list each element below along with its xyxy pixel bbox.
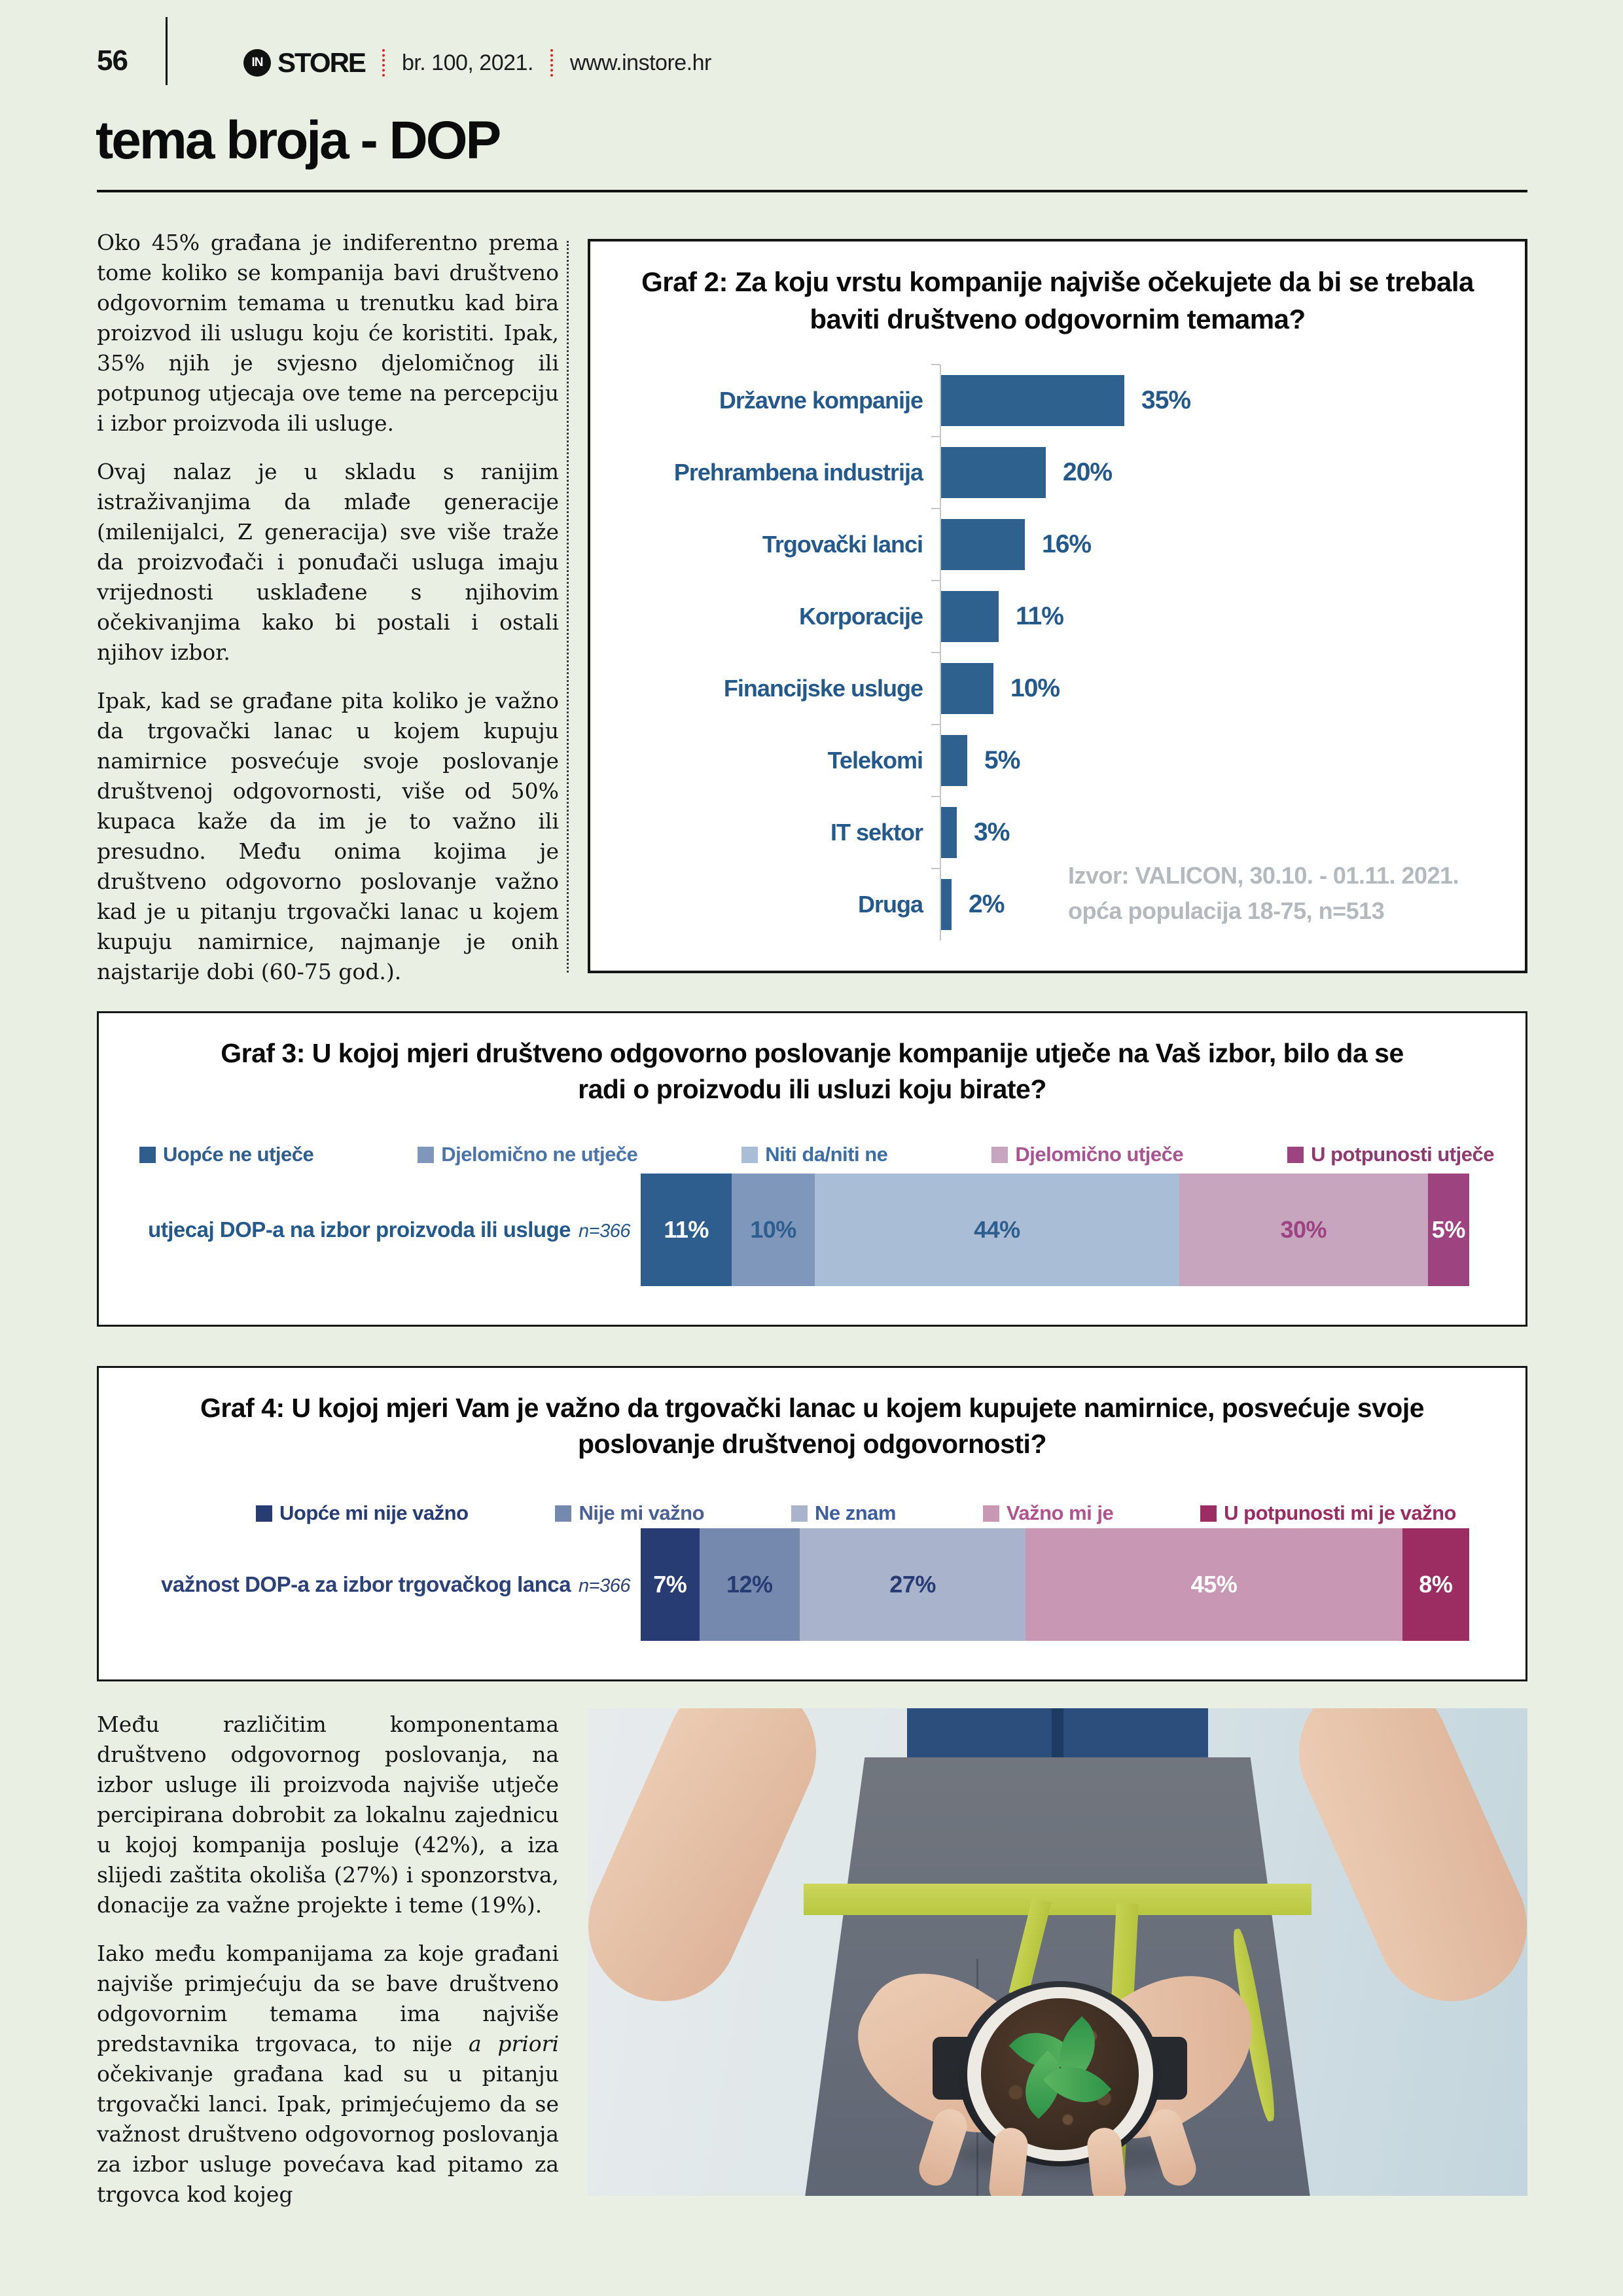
bar-value-label: 10% [1010, 674, 1060, 702]
legend-swatch [1200, 1505, 1217, 1522]
section-title: tema broja - DOP [96, 111, 500, 170]
segment-value-label: 44% [974, 1216, 1020, 1243]
legend-label: Djelomično utječe [1015, 1143, 1184, 1166]
bar-zone [940, 365, 1499, 437]
row-sample-size: n=366 [579, 1221, 630, 1242]
bar-zone [940, 509, 1499, 581]
legend-label: Niti da/niti ne [765, 1143, 888, 1166]
chart-graf3-row [116, 1174, 1469, 1286]
bar-row [627, 437, 1499, 509]
article-column-bottom [97, 1710, 559, 2272]
bar-segment [1026, 1528, 1402, 1641]
bar-segment [815, 1174, 1179, 1286]
chart-graf4-legend [256, 1501, 1456, 1525]
bar [941, 879, 952, 930]
bar [941, 591, 999, 642]
issue-label: br. 100, 2021. [401, 50, 533, 75]
legend-swatch [1287, 1147, 1304, 1163]
bar-category-label: Državne kompanije [719, 387, 923, 414]
legend-swatch [983, 1505, 999, 1522]
paragraph-italic-text: a priori [468, 2031, 559, 2056]
chart-source-line2: opća populacija 18-75, n=513 [1068, 897, 1385, 924]
chart-source [1068, 858, 1500, 929]
segment-value-label: 10% [750, 1216, 796, 1243]
legend-swatch [741, 1147, 758, 1163]
bar-segment [732, 1174, 815, 1286]
photo-hands-holding-seedling-pot [588, 1708, 1527, 2196]
bar-value-label: 3% [974, 818, 1010, 846]
legend-swatch [555, 1505, 571, 1522]
bar-segment [641, 1528, 700, 1641]
bar-value-label: 5% [984, 746, 1020, 774]
bar [941, 807, 957, 858]
legend-item [418, 1143, 637, 1166]
row-label-text: važnost DOP-a za izbor trgovačkog lanca [161, 1572, 571, 1596]
legend-swatch [139, 1147, 156, 1163]
segment-value-label: 7% [653, 1571, 687, 1598]
bar-value-label: 35% [1141, 386, 1191, 414]
segment-value-label: 30% [1280, 1216, 1327, 1243]
paragraph: Ovaj nalaz je u skladu s ranijim istraživanjima da mlađe generacije (milenijalci, Z generacija) sve više traže da proizvođači i ponuđači usluga imaju vrijednosti usklađene s njihovim očekivanjima kako bi postali i ostali njihov izbor. [97, 459, 559, 665]
legend-label: Uopće ne utječe [163, 1143, 314, 1166]
title-rule [97, 190, 1527, 192]
bar-row [627, 365, 1499, 437]
bar-category-label: Telekomi [827, 747, 923, 774]
segment-value-label: 8% [1419, 1571, 1453, 1598]
legend-swatch [791, 1505, 808, 1522]
bar-category-label: Prehrambena industrija [673, 459, 923, 486]
bar [941, 735, 967, 786]
row-label [116, 1572, 641, 1597]
chart-graf3-legend [139, 1143, 1494, 1166]
column-dotted-separator [567, 241, 569, 973]
bar-category-label: Druga [857, 891, 923, 918]
legend-label: Nije mi važno [579, 1501, 705, 1524]
chart-graf2-bars [627, 365, 1499, 941]
bar-zone [940, 437, 1499, 509]
legend-swatch [256, 1505, 272, 1522]
chart-source-line1: Izvor: VALICON, 30.10. - 01.11. 2021. [1068, 862, 1459, 889]
legend-item [991, 1143, 1183, 1166]
row-label-text: utjecaj DOP-a na izbor proizvoda ili usluge [148, 1217, 571, 1242]
row-label [116, 1217, 641, 1242]
paragraph-text: očekivanje građana kad su u pitanju trgovački lanci. Ipak, primjećujemo da se važnost društveno odgovornog poslovanja za izbor usluge povećava kad pitamo za trgovca kod kojeg [97, 2061, 559, 2207]
header-divider-line [166, 17, 168, 85]
legend-item [983, 1501, 1113, 1525]
bar-row [627, 653, 1499, 725]
bar-category-label: Korporacije [798, 603, 923, 630]
segment-value-label: 5% [1431, 1216, 1465, 1243]
bar-value-label: 11% [1016, 602, 1063, 630]
paragraph-text: Iako među kompanijama za koje građani najviše primjećuju da se bave društveno odgovornim temama ima najviše predstavnika trgovaca, to nije [97, 1941, 559, 2056]
legend-item [139, 1143, 313, 1166]
bar-segment [700, 1528, 800, 1641]
photo-right-arm [1275, 1708, 1527, 2025]
legend-label: Ne znam [814, 1501, 896, 1524]
chart-graf4-row [116, 1528, 1469, 1641]
bar-zone [940, 581, 1499, 653]
bar [941, 519, 1025, 570]
segment-value-label: 12% [726, 1571, 773, 1598]
paragraph: Ipak, kad se građane pita koliko je važno da trgovački lanac u kojem kupuju namirnice posvećuje svoje poslovanje društvenoj odgovornosti, više od 50% kupaca kaže da im je to važno ili presudno. Među onima kojima je društveno odgovorno poslovanje važno kad je u pitanju trgovački lanac u kojem kupuju namirnice, najmanje je onih najstarije dobi (60-75 god.). [97, 688, 559, 984]
bar [941, 375, 1124, 426]
chart-graf3-title: Graf 3: U kojoj mjeri društveno odgovorno poslovanje kompanije utječe na Vaš izbor, bilo da se radi o proizvodu ili usluzi koju birate? [221, 1038, 1404, 1105]
legend-label: U potpunosti mi je važno [1224, 1501, 1456, 1524]
legend-label: U potpunosti utječe [1311, 1143, 1494, 1166]
instore-logo-icon: IN [243, 49, 271, 77]
legend-label: Djelomično ne utječe [441, 1143, 638, 1166]
photo-apron-belt [804, 1884, 1311, 1915]
bar-value-label: 20% [1063, 458, 1113, 486]
legend-label: Važno mi je [1006, 1501, 1114, 1524]
bar-row [627, 509, 1499, 581]
red-dotted-separator [382, 49, 385, 77]
chart-graf2-title: Graf 2: Za koju vrstu kompanije najviše očekujete da bi se trebala baviti društveno odgovornim temama? [641, 266, 1474, 334]
bar-zone [940, 653, 1499, 725]
legend-item [256, 1501, 469, 1525]
paragraph: Među različitim komponentama društveno odgovornog poslovanja, na izbor usluge ili proizvoda najviše utječe percipirana dobrobit za lokalnu zajednicu u kojoj kompanija posluje (42%), a iza slijedi zaštita okoliša (27%) i sponzorstva, donacije za važne projekte i teme (19%). [97, 1712, 559, 1918]
legend-item [555, 1501, 704, 1525]
chart-graf4 [97, 1366, 1527, 1681]
segment-value-label: 27% [889, 1571, 936, 1598]
bar [941, 447, 1046, 498]
legend-item [741, 1143, 887, 1166]
legend-label: Uopće mi nije važno [279, 1501, 469, 1524]
bar-segment [641, 1174, 732, 1286]
article-column-top [97, 228, 559, 984]
legend-item [1200, 1501, 1456, 1525]
segment-value-label: 45% [1190, 1571, 1238, 1598]
legend-swatch [991, 1147, 1008, 1163]
legend-item [791, 1501, 896, 1525]
stacked-bar [641, 1528, 1469, 1641]
bar-row [627, 581, 1499, 653]
bar-category-label: Trgovački lanci [762, 531, 923, 558]
header [243, 47, 711, 79]
paragraph [97, 1939, 559, 2210]
row-sample-size: n=366 [579, 1575, 630, 1596]
stacked-bar [641, 1174, 1469, 1286]
bar-segment [800, 1528, 1026, 1641]
website-link[interactable]: www.instore.hr [569, 50, 711, 75]
bar-segment [1402, 1528, 1469, 1641]
bar-category-label: IT sektor [830, 819, 923, 846]
photo-pot [959, 1981, 1161, 2166]
instore-logo [243, 47, 365, 79]
legend-item [1287, 1143, 1494, 1166]
red-dotted-separator [550, 49, 553, 77]
brand-name: STORE [277, 47, 365, 78]
photo-left-arm [588, 1708, 840, 2025]
legend-swatch [418, 1147, 434, 1163]
bar-segment [1179, 1174, 1428, 1286]
bar-value-label: 16% [1042, 530, 1092, 558]
bar [941, 663, 993, 714]
bar-category-label: Financijske usluge [723, 675, 923, 702]
bar-row [627, 725, 1499, 797]
chart-graf2 [588, 239, 1527, 973]
chart-graf3 [97, 1011, 1527, 1327]
paragraph: Oko 45% građana je indiferentno prema tome koliko se kompanija bavi društveno odgovornim temama u trenutku kad bira proizvod ili uslugu koju će koristiti. Ipak, 35% njih je svjesno djelomičnog ili potpunog utjecaja ove teme na percepciju i izbor proizvoda ili usluge. [97, 230, 559, 436]
bar-value-label: 2% [969, 890, 1005, 918]
page-number: 56 [97, 45, 128, 77]
bar-segment [1428, 1174, 1469, 1286]
chart-graf4-title: Graf 4: U kojoj mjeri Vam je važno da trgovački lanac u kojem kupujete namirnice, posvećuje svoje poslovanje društvenoj odgovornosti? [200, 1393, 1425, 1460]
bar-zone [940, 725, 1499, 797]
segment-value-label: 11% [664, 1216, 709, 1243]
